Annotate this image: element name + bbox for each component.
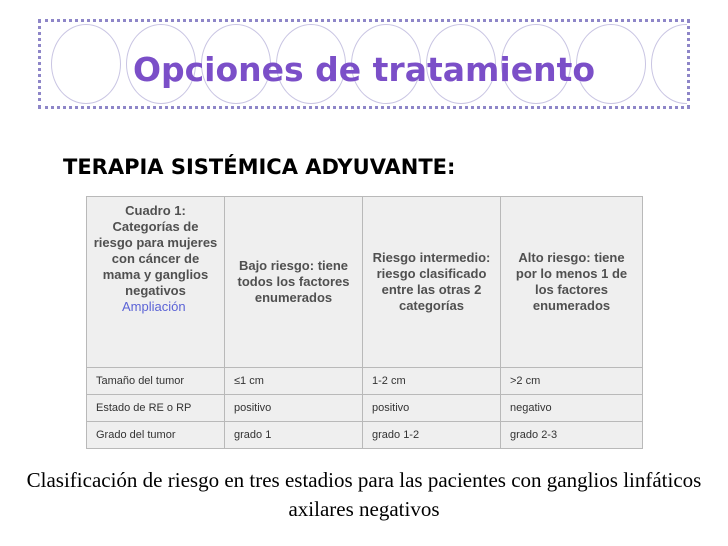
table-header-row <box>87 197 643 368</box>
table-cell: grado 2-3 <box>501 422 643 449</box>
table-cell: ≤1 cm <box>225 368 363 395</box>
table-cell: negativo <box>501 395 643 422</box>
table-cell: grado 1 <box>225 422 363 449</box>
ampliacion-link[interactable]: Ampliación <box>122 299 186 314</box>
table-row <box>87 368 643 395</box>
header-cell-high-risk: Alto riesgo: tiene por lo menos 1 de los factores enumerados <box>501 197 643 368</box>
slide-caption: Clasificación de riesgo en tres estadios para las pacientes con ganglios linfáticos axilares negativos <box>26 468 702 521</box>
table-cell: positivo <box>363 395 501 422</box>
table-row <box>87 422 643 449</box>
table-cell: grado 1-2 <box>363 422 501 449</box>
table-cell: Estado de RE o RP <box>87 395 225 422</box>
risk-table <box>86 196 643 449</box>
cuadro-text: Cuadro 1: Categorías de riesgo para mujeres con cáncer de mama y ganglios negativos <box>93 203 218 298</box>
table-cell: positivo <box>225 395 363 422</box>
header-cell-low-risk: Bajo riesgo: tiene todos los factores enumerados <box>225 197 363 368</box>
table-cell: Grado del tumor <box>87 422 225 449</box>
header-cell-intermediate-risk: Riesgo intermedio: riesgo clasificado entre las otras 2 categorías <box>363 197 501 368</box>
slide-title: Opciones de tratamiento <box>132 50 596 89</box>
table-cell: >2 cm <box>501 368 643 395</box>
slide-subtitle: TERAPIA SISTÉMICA ADYUVANTE: <box>63 155 456 179</box>
table-row <box>87 395 643 422</box>
table-cell: 1-2 cm <box>363 368 501 395</box>
header-cell-cuadro <box>87 197 225 368</box>
table-cell: Tamaño del tumor <box>87 368 225 395</box>
